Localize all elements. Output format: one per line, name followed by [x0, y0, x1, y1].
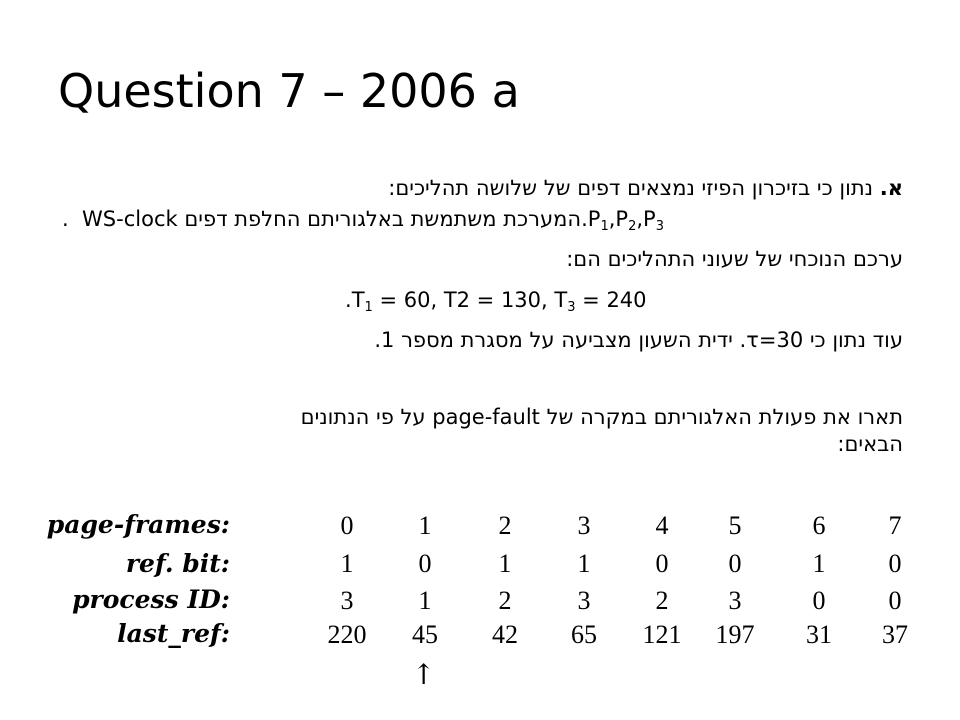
ref-bit-cell: 1: [812, 549, 826, 578]
last-ref-cell: 121: [642, 620, 682, 649]
page-frame-cell: 3: [577, 511, 591, 540]
process-index-3: 3: [655, 219, 664, 234]
question-part-label: א.: [879, 176, 903, 200]
process-id-cell: 2: [498, 586, 512, 615]
process-index-2: 2: [628, 219, 637, 234]
task-instruction-line-2: הבאים:: [837, 432, 903, 456]
ref-bit-cell: 1: [340, 549, 354, 578]
process-sep-2: ,P: [636, 207, 656, 231]
ref-bit-cell: 0: [418, 549, 432, 578]
page-frame-cell: 7: [888, 511, 902, 540]
ref-bit-cell: 0: [888, 549, 902, 578]
label-page-frames: page-frames:: [46, 510, 230, 539]
algorithm-line: [62, 207, 664, 239]
process-clocks-values: [345, 288, 647, 320]
clock-values-middle: = 60, T2 = 130, T: [372, 288, 568, 312]
ref-bit-cell: 0: [728, 549, 742, 578]
ref-bit-cell: 1: [577, 549, 591, 578]
question-intro-text: נתון כי בזיכרון הפיזי נמצאים דפים של שלושה תהליכים:: [388, 176, 880, 200]
process-p-label: P: [587, 207, 601, 231]
clock-t1-label: T: [351, 288, 365, 312]
label-last-ref: last_ref:: [117, 619, 230, 648]
page-frame-cell: 2: [498, 511, 512, 540]
slide-title: Question 7 – 2006 a: [58, 64, 520, 118]
algorithm-sentence: .המערכת משתמשת באלגוריתם החלפת דפים: [177, 207, 588, 231]
last-ref-cell: 65: [571, 620, 597, 649]
process-id-cell: 3: [728, 586, 742, 615]
last-ref-cell: 42: [492, 620, 518, 649]
process-id-cell: 2: [655, 586, 669, 615]
process-id-cell: 3: [577, 586, 591, 615]
algorithm-name: WS-clock: [82, 207, 178, 231]
page-frame-cell: 1: [418, 511, 432, 540]
label-process-id: process ID:: [72, 585, 230, 614]
last-ref-cell: 37: [882, 620, 908, 649]
page-frame-cell: 0: [340, 511, 354, 540]
page-frame-cell: 6: [812, 511, 826, 540]
process-id-cell: 3: [340, 586, 354, 615]
ref-bit-cell: 1: [498, 549, 512, 578]
task-instruction-line: תארו את פעולת האלגוריתם במקרה של page-fault על פי הנתונים: [300, 405, 903, 429]
last-ref-cell: 31: [806, 620, 832, 649]
clock-t3-value: = 240: [575, 288, 647, 312]
process-index-1: 1: [600, 219, 609, 234]
process-id-cell: 1: [418, 586, 432, 615]
last-ref-cell: 220: [327, 620, 367, 649]
last-ref-cell: 45: [412, 620, 438, 649]
page-frame-cell: 4: [655, 511, 669, 540]
clock-t1-index: 1: [364, 300, 373, 315]
clock-hand-arrow-icon: ↑: [412, 658, 436, 691]
process-id-cell: 0: [888, 586, 902, 615]
last-ref-cell: 197: [715, 620, 755, 649]
label-ref-bit: ref. bit:: [125, 549, 230, 578]
process-id-cell: 0: [812, 586, 826, 615]
process-sep-1: ,P: [608, 207, 629, 231]
tau-and-hand-line: עוד נתון כי τ=30. ידית השעון מצביעה על מסגרת מספר 1.: [374, 328, 903, 352]
page-frame-cell: 5: [728, 511, 742, 540]
ref-bit-cell: 0: [655, 549, 669, 578]
process-clocks-heading: ערכם הנוכחי של שעוני התהליכים הם:: [566, 247, 903, 271]
question-intro-line: [388, 176, 903, 200]
line-end-period: .: [62, 207, 69, 231]
clocks-period: .: [345, 288, 352, 312]
clock-t3-index: 3: [567, 300, 576, 315]
